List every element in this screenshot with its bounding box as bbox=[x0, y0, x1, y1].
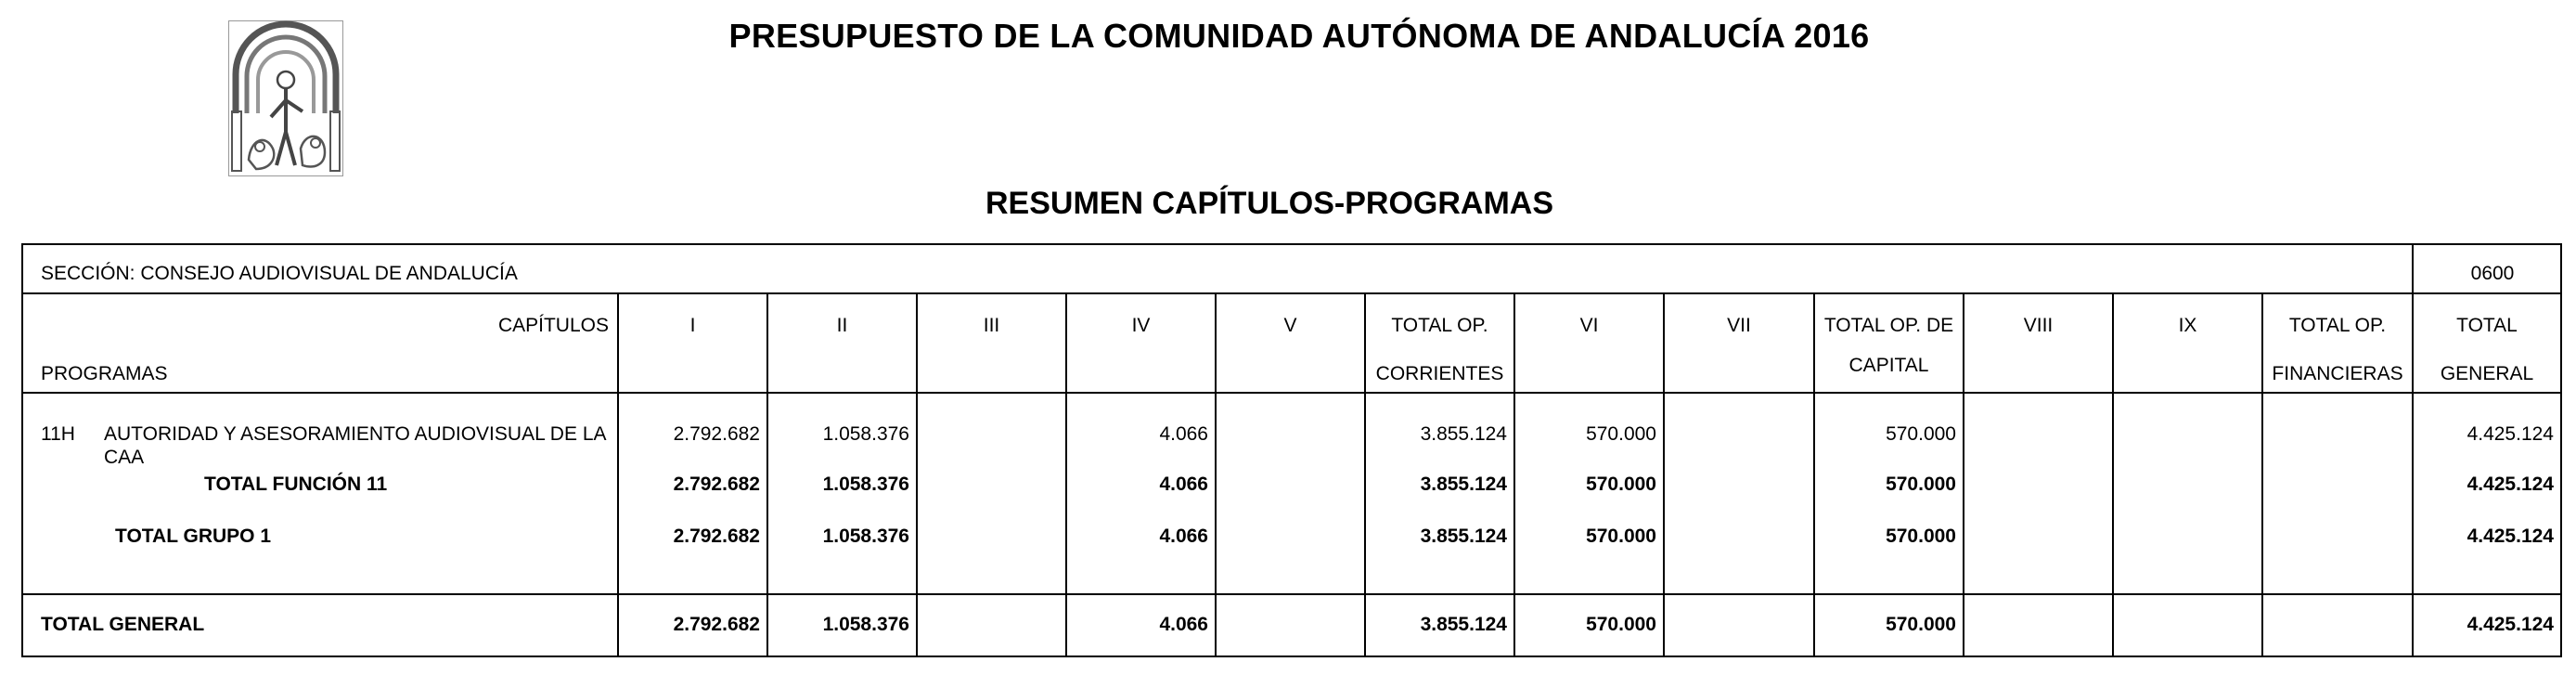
program-value-2: 1.058.376 bbox=[822, 423, 909, 445]
total-grupo-value-4: 4.066 bbox=[1159, 526, 1208, 547]
total-grupo-value-7: 570.000 bbox=[1586, 526, 1656, 547]
program-value-1: 2.792.682 bbox=[673, 423, 760, 445]
program-code: 11H bbox=[41, 423, 75, 445]
section-code: 0600 bbox=[2470, 263, 2515, 284]
total-funcion-value-7: 570.000 bbox=[1586, 474, 1656, 495]
total-grupo-value-9: 570.000 bbox=[1886, 526, 1956, 547]
header-col-9: TOTAL OP. DE bbox=[1823, 315, 1954, 336]
program-value-4: 4.066 bbox=[1159, 423, 1208, 445]
total-general-value-1: 2.792.682 bbox=[673, 614, 760, 635]
total-funcion-value-1: 2.792.682 bbox=[673, 474, 760, 495]
header-col-5: V bbox=[1283, 315, 1297, 336]
total-funcion-value-2: 1.058.376 bbox=[822, 474, 909, 495]
total-funcion-value-6: 3.855.124 bbox=[1420, 474, 1507, 495]
program-name-line2: CAA bbox=[104, 447, 145, 468]
header-capitulos: CAPÍTULOS bbox=[497, 315, 609, 336]
total-general-value-6: 3.855.124 bbox=[1420, 614, 1507, 635]
total-funcion-value-4: 4.066 bbox=[1159, 474, 1208, 495]
total-general-value-13: 4.425.124 bbox=[2467, 614, 2554, 635]
program-value-6: 3.855.124 bbox=[1420, 423, 1507, 445]
header-col-1: I bbox=[689, 315, 696, 336]
header-col-9-line2: CAPITAL bbox=[1848, 355, 1929, 376]
total-funcion-value-9: 570.000 bbox=[1886, 474, 1956, 495]
total-general-label: TOTAL GENERAL bbox=[41, 614, 205, 635]
page-title: PRESUPUESTO DE LA COMUNIDAD AUTÓNOMA DE ANDALUCÍA 2016 bbox=[728, 17, 1870, 55]
header-col-6-line2: CORRIENTES bbox=[1375, 363, 1504, 384]
program-value-9: 570.000 bbox=[1886, 423, 1956, 445]
header-col-8: VII bbox=[1727, 315, 1751, 336]
header-col-3: III bbox=[983, 315, 1000, 336]
program-value-7: 570.000 bbox=[1586, 423, 1656, 445]
header-col-7: VI bbox=[1579, 315, 1599, 336]
total-general-value-4: 4.066 bbox=[1159, 614, 1208, 635]
total-grupo-value-2: 1.058.376 bbox=[822, 526, 909, 547]
program-value-13: 4.425.124 bbox=[2467, 423, 2554, 445]
total-grupo-value-6: 3.855.124 bbox=[1420, 526, 1507, 547]
total-general-value-7: 570.000 bbox=[1586, 614, 1656, 635]
header-col-13: TOTAL bbox=[2456, 315, 2518, 336]
header-col-2: II bbox=[836, 315, 848, 336]
header-col-6: TOTAL OP. bbox=[1391, 315, 1488, 336]
total-funcion-label: TOTAL FUNCIÓN 11 bbox=[204, 474, 388, 495]
total-funcion-value-13: 4.425.124 bbox=[2467, 474, 2554, 495]
header-programas: PROGRAMAS bbox=[41, 363, 168, 384]
total-general-value-9: 570.000 bbox=[1886, 614, 1956, 635]
total-grupo-label: TOTAL GRUPO 1 bbox=[115, 526, 272, 547]
page-subtitle: RESUMEN CAPÍTULOS-PROGRAMAS bbox=[985, 186, 1554, 221]
section-label: SECCIÓN: CONSEJO AUDIOVISUAL DE ANDALUCÍA bbox=[41, 263, 518, 284]
header-col-11: IX bbox=[2178, 315, 2197, 336]
total-general-value-2: 1.058.376 bbox=[822, 614, 909, 635]
program-name: AUTORIDAD Y ASESORAMIENTO AUDIOVISUAL DE LA bbox=[104, 423, 607, 445]
header-col-12: TOTAL OP. bbox=[2288, 315, 2387, 336]
header-col-12-line2: FINANCIERAS bbox=[2272, 363, 2403, 384]
header-col-10: VIII bbox=[2023, 315, 2054, 336]
total-grupo-value-13: 4.425.124 bbox=[2467, 526, 2554, 547]
total-grupo-value-1: 2.792.682 bbox=[673, 526, 760, 547]
header-col-13-line2: GENERAL bbox=[2440, 363, 2534, 384]
header-col-4: IV bbox=[1131, 315, 1151, 336]
